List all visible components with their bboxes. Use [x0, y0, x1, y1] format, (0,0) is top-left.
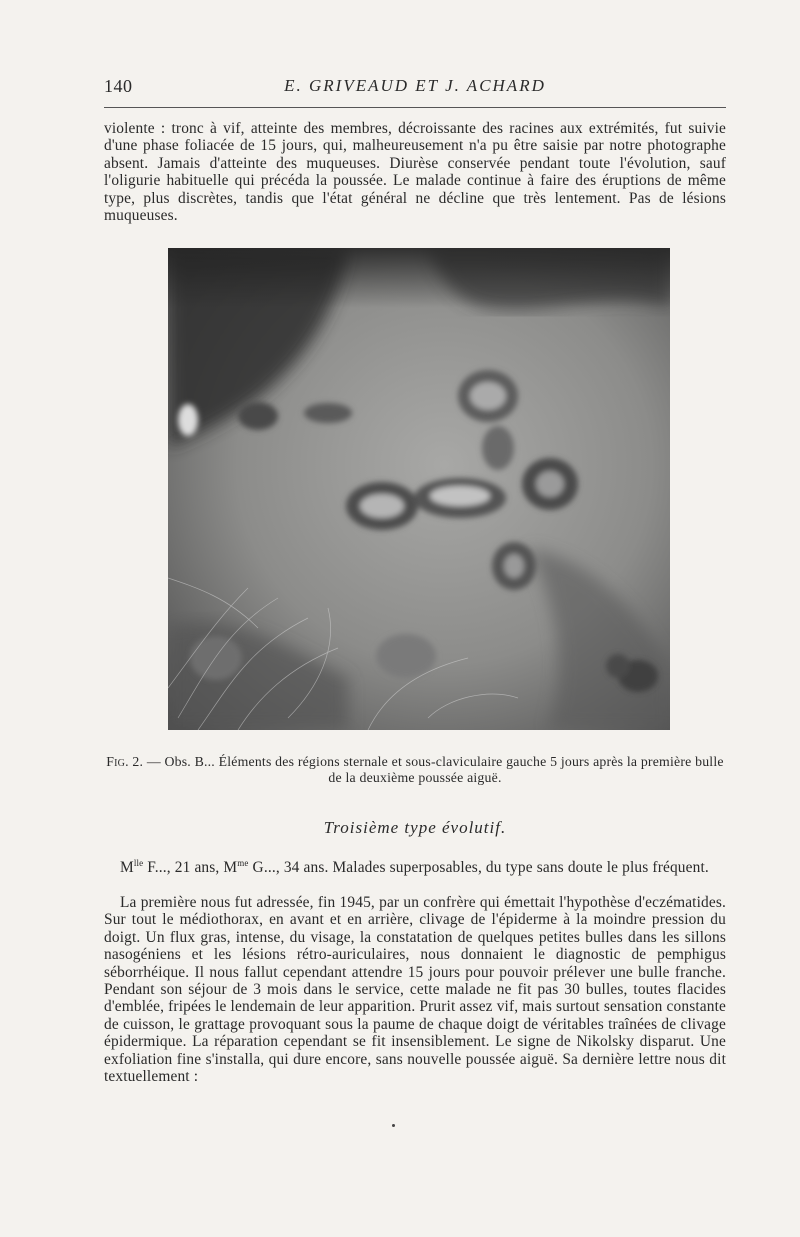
paragraph-2-part-a: F..., 21 ans, [143, 859, 224, 876]
mme-superscript: me [237, 857, 249, 868]
skin-lesion-photo [168, 248, 670, 730]
figure-photograph [168, 248, 670, 730]
paragraph-2-part-b: G..., 34 ans. Malades superposables, du type sans doute le plus fréquent. [248, 859, 709, 876]
section-title: Troisième type évolutif. [323, 818, 507, 837]
paragraph-1: violente : tronc à vif, atteinte des membres, décroissante des racines aux extrémités, fut suivie d'une phase foliacée de 15 jours, qui, malheureusement n'a pu être saisie par notre photographe absent. Jamais d'atteinte des muqueuses. Diurèse conservée pendant toute l'évolution, sauf l'oligurie habituelle qui précéda la poussée. Le malade continue à faire des éruptions de même type, plus discrètes, tandis que l'état général ne décline que très lentement. Pas de lésions muqueuses. [104, 120, 726, 225]
header-rule [104, 107, 726, 108]
figure-label: Fig. 2. [106, 754, 144, 769]
stray-mark [392, 1124, 395, 1127]
running-head: E. GRIVEAUD ET J. ACHARD [284, 76, 546, 95]
figure-caption [104, 754, 726, 786]
figure-caption-text: — Obs. B... Éléments des régions sternale et sous-claviculaire gauche 5 jours après la première bulle de la deuxième poussée aiguë. [146, 754, 724, 785]
page-number: 140 [104, 76, 133, 96]
mlle-abbrev: M [120, 859, 134, 876]
paragraph-2 [104, 859, 726, 876]
paragraph-3: La première nous fut adressée, fin 1945, par un confrère qui émettait l'hypothèse d'eczématides. Sur tout le médiothorax, en avant et en arrière, clivage de l'épiderme à la moindre pression du doigt. Un flux gras, intense, du visage, la constatation de quelques petites bulles dans les sillons nasogéniens et les lésions rétro-auriculaires, nous donnaient le diagnostic de pemphigus séborrhéique. Il nous fallut cependant attendre 15 jours pour pouvoir prélever une bulle franche. Pendant son séjour de 3 mois dans le service, cette malade ne fit pas 30 bulles, toutes flacides d'emblée, fripées le lendemain de leur apparition. Prurit assez vif, mais surtout sensation constante de cuisson, le grattage provoquant sous la paume de chaque doigt de véritables traînées de clivage épidermique. La réparation cependant se fit insensiblement. Le signe de Nikolsky disparut. Une exfoliation fine s'installa, qui dure encore, sans nouvelle poussée aiguë. Sa dernière lettre nous dit textuellement : [104, 894, 726, 1086]
mlle-superscript: lle [133, 857, 144, 868]
page-header [104, 76, 726, 100]
mme-abbrev: M [223, 859, 238, 876]
